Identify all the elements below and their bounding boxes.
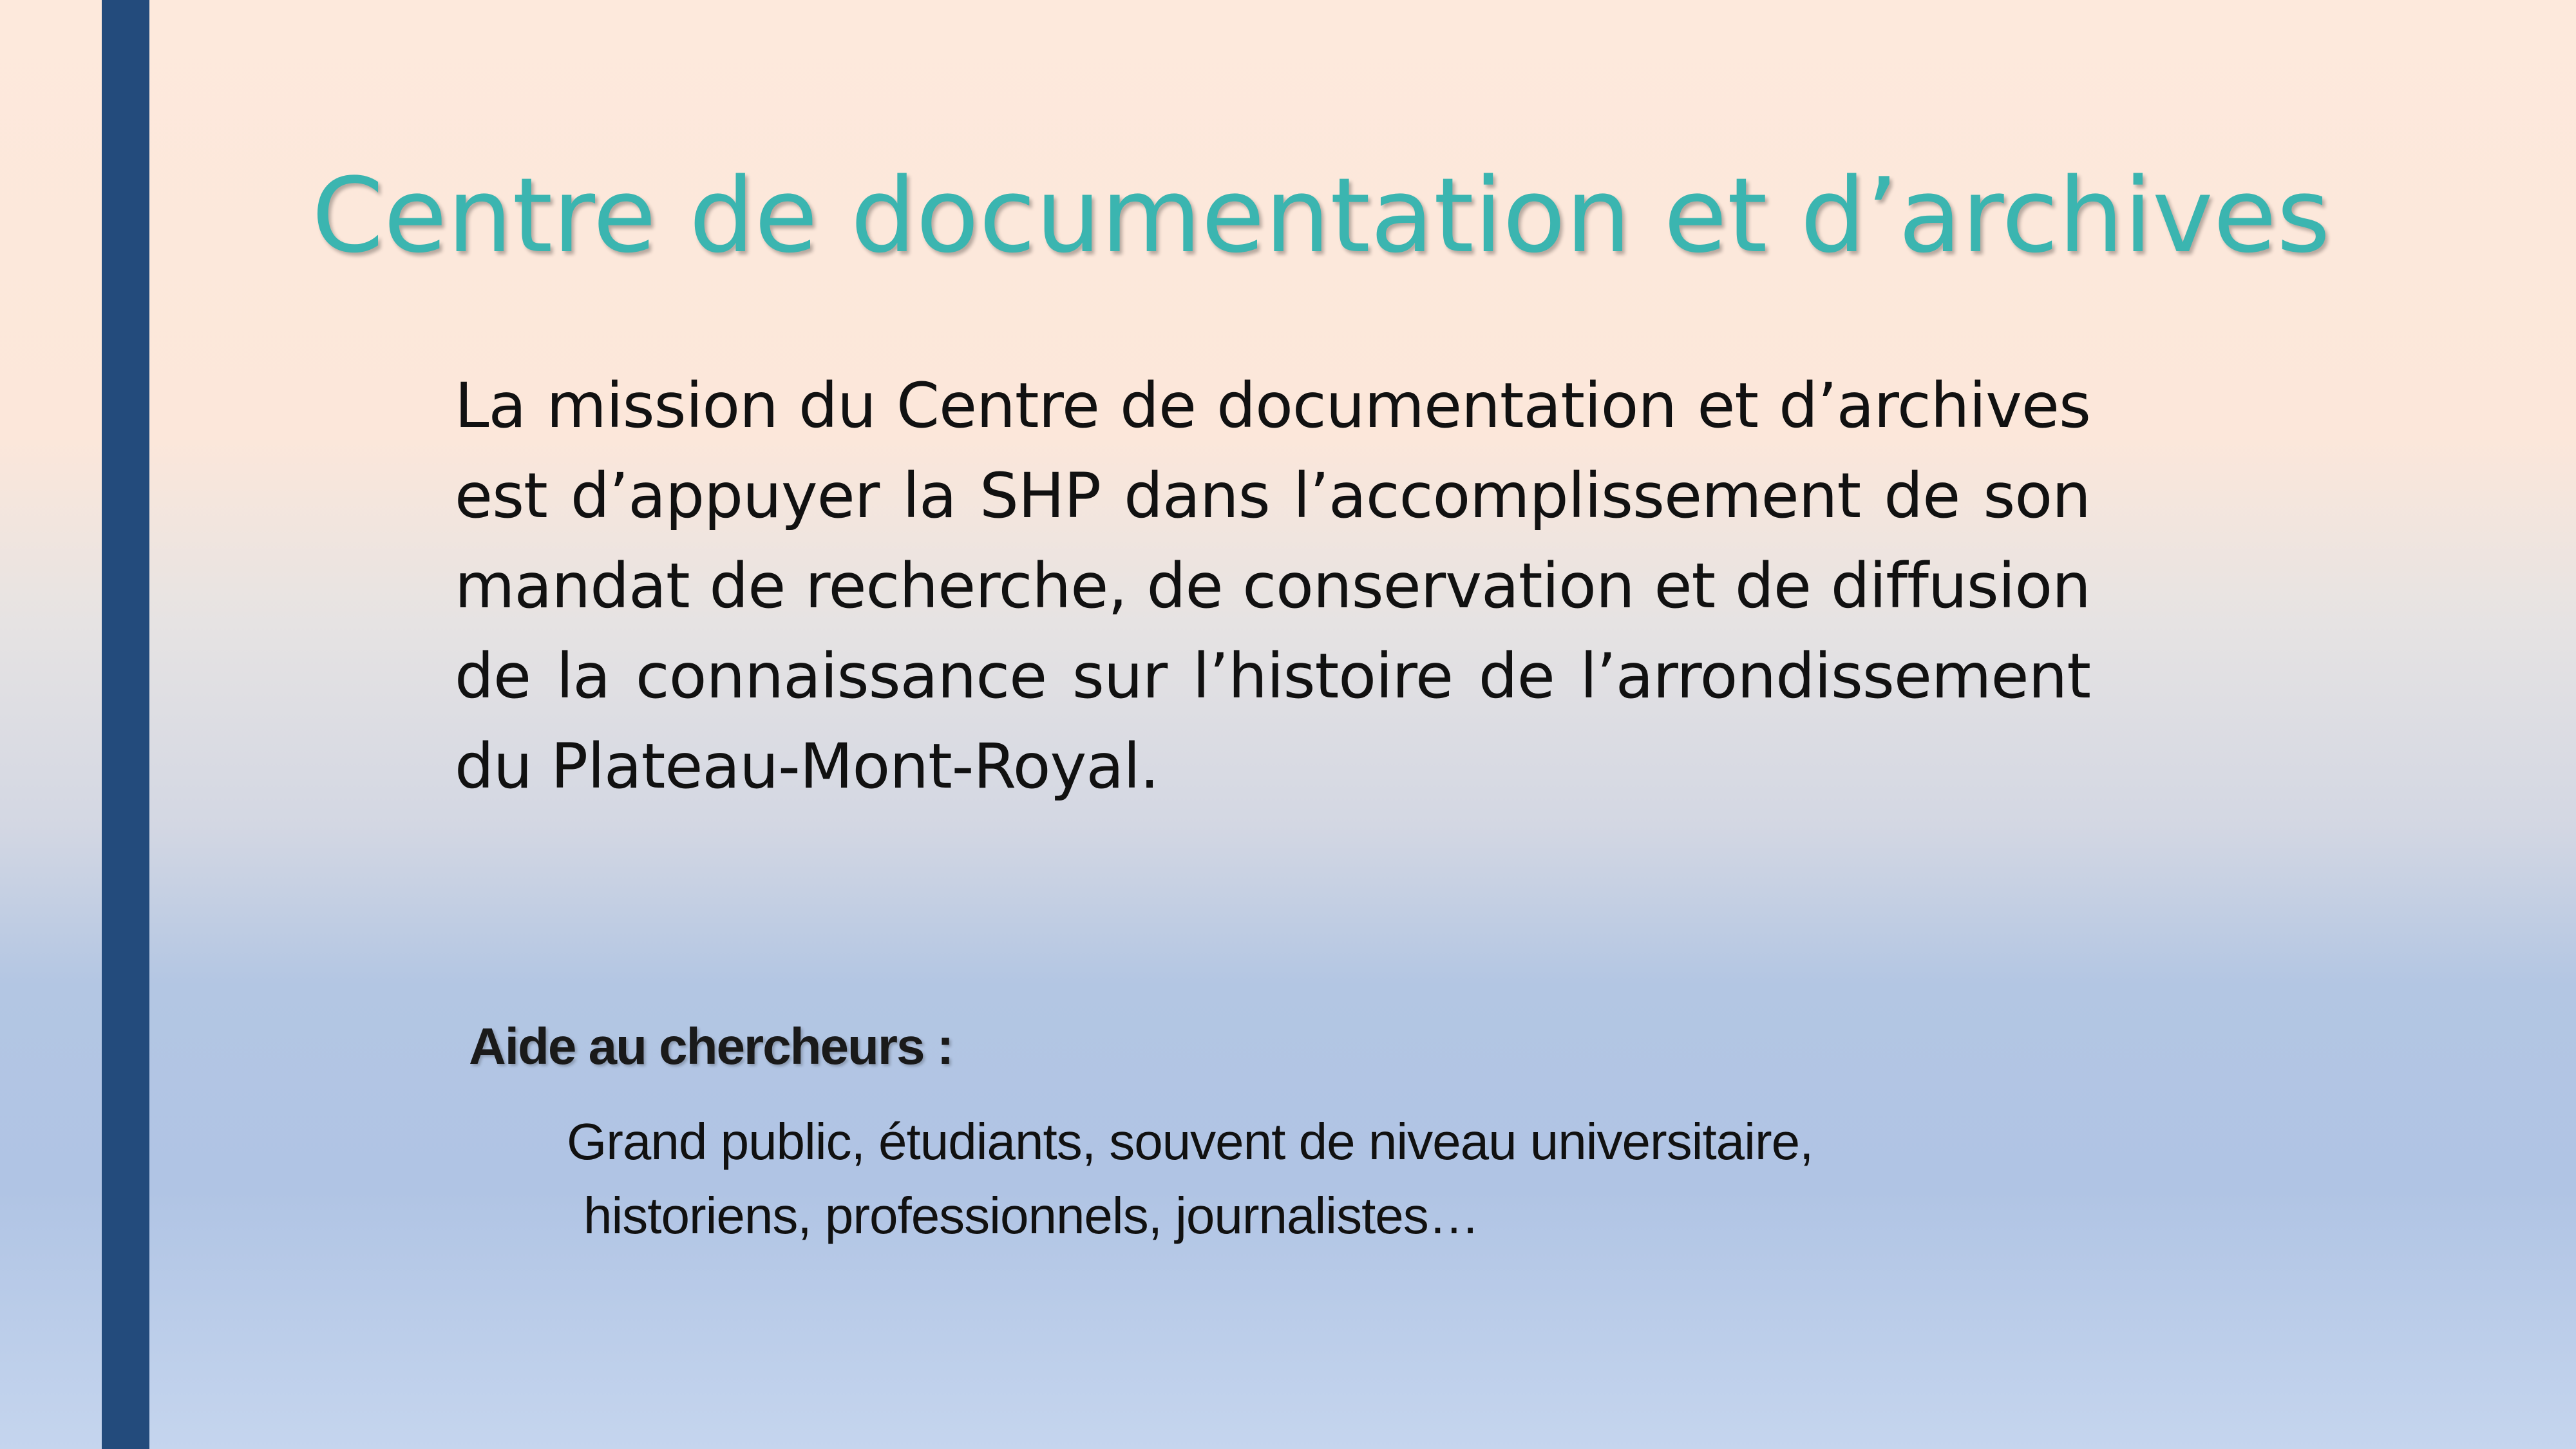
accent-bar xyxy=(102,0,149,1449)
audience-line-1: Grand public, étudiants, souvent de niveau universitaire, xyxy=(567,1113,1814,1170)
audience-text xyxy=(567,1104,1813,1253)
mission-paragraph: La mission du Centre de documentation et d’archives est d’appuyer la SHP dans l’accomplissement de son mandat de recherche, de conservation et de diffusion de la connaissance sur l’histoire de l’arrondissement du Plateau-Mont-Royal. xyxy=(455,370,2090,802)
subheading-aide-chercheurs: Aide au chercheurs : xyxy=(469,1018,953,1075)
audience-line-2: historiens, professionnels, journalistes… xyxy=(583,1187,1479,1244)
slide-title: Centre de documentation et d’archives xyxy=(312,155,2331,276)
